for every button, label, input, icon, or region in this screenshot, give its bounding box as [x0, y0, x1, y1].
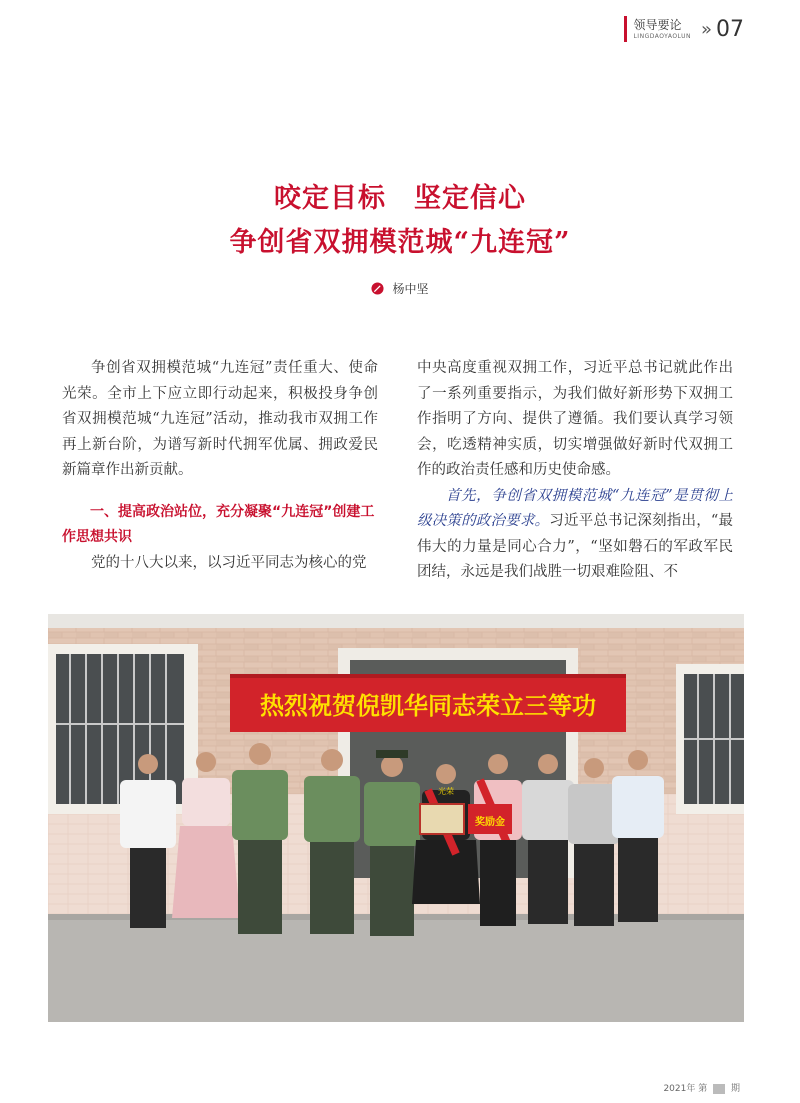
author-byline	[0, 280, 800, 297]
text-column-left	[62, 356, 378, 576]
quote-text: 习近平总书记深刻指出，“最伟大的力量是同心合力”，“坚如磐石的军政军民团结，永远是我们战胜一切艰难险阻、不	[417, 513, 733, 580]
intro-paragraph: 争创省双拥模范城“九连冠”责任重大、使命光荣。全市上下应立即行动起来，积极投身争创省双拥模范城“九连冠”活动，推动我市双拥工作再上新台阶，为谱写新时代拥军优属、拥政爱民新篇章作出新贡献。	[62, 360, 378, 478]
footer-issue-suffix: 期	[730, 1084, 740, 1094]
page-footer	[663, 1081, 740, 1094]
section-heading: 一、提高政治站位，充分凝聚“九连冠”创建工作思想共识	[62, 503, 375, 545]
chevron-icon: »	[700, 18, 712, 40]
emphasis-text: 首先，争创省双拥模范城“九连冠”是贯彻上级决策的政治要求。	[417, 487, 733, 529]
text-column-right	[417, 356, 733, 586]
article-title-line2: 争创省双拥模范城“九连冠”	[229, 227, 571, 258]
sash-text: 光荣	[438, 787, 454, 796]
author-name: 杨中坚	[392, 282, 429, 296]
page-header	[624, 14, 744, 44]
certificate-text: 奖励金	[475, 817, 505, 828]
article-title-line1: 咬定目标 坚定信心	[274, 183, 526, 214]
issue-number-box	[713, 1084, 725, 1094]
group-photo-illustration	[48, 614, 744, 1022]
banner-text: 热烈祝贺倪凯华同志荣立三等功	[260, 692, 596, 720]
section-title: 领导要论	[633, 17, 682, 32]
header-accent-bar	[624, 16, 627, 42]
section-pinyin: LINGDAOYAOLUN	[633, 32, 691, 40]
section-label	[633, 18, 691, 41]
body-paragraph: 党的十八大以来，以习近平同志为核心的党	[91, 554, 367, 571]
page-number: 07	[716, 16, 744, 42]
article-photo	[48, 614, 744, 1022]
footer-issue-prefix: 第	[698, 1084, 708, 1094]
footer-year: 2021年	[663, 1084, 696, 1094]
pen-icon	[371, 282, 384, 295]
continued-paragraph: 中央高度重视双拥工作，习近平总书记就此作出了一系列重要指示，为我们做好新形势下双拥工作指明了方向、提供了遵循。我们要认真学习领会，吃透精神实质，切实增强做好新时代双拥工作的政治责任感和历史使命感。	[417, 360, 733, 478]
emphasis-paragraph	[417, 484, 733, 586]
